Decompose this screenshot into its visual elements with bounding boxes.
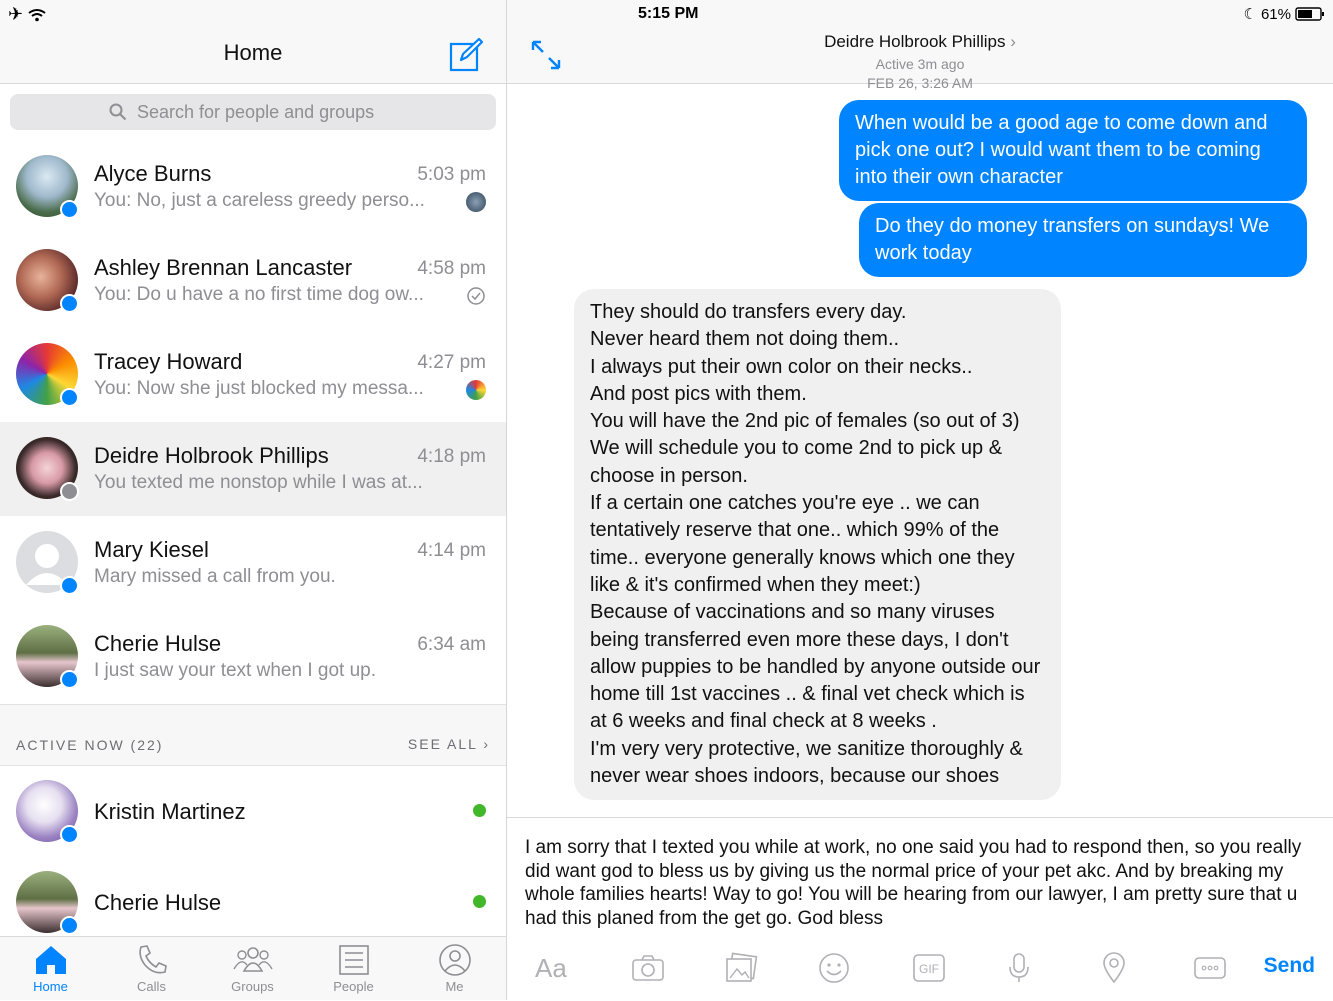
messenger-badge-icon — [60, 576, 79, 595]
more-icon — [1193, 956, 1227, 980]
conversation-row[interactable] — [0, 328, 506, 422]
text-format-button[interactable] — [535, 946, 567, 990]
tab-label: Calls — [137, 979, 166, 994]
conversation-snippet: Mary missed a call from you. — [94, 566, 336, 587]
profile-icon — [437, 943, 473, 977]
sent-check-icon — [466, 286, 486, 306]
moon-icon: ☾ — [1243, 6, 1257, 23]
conversation-name: Tracey Howard — [94, 349, 243, 374]
airplane-icon: ✈ — [8, 4, 24, 24]
avatar — [16, 249, 78, 311]
online-indicator-icon — [473, 895, 486, 908]
active-person-name: Cherie Hulse — [94, 890, 222, 915]
seen-avatar-icon — [466, 192, 486, 212]
tab-label: Me — [445, 979, 464, 994]
battery-status — [1244, 5, 1325, 23]
tab-label: Home — [33, 979, 68, 994]
seen-avatar-icon — [466, 380, 486, 400]
conversation-snippet: I just saw your text when I got up. — [94, 660, 376, 681]
conversation-list-pane — [0, 0, 507, 1000]
active-person-row[interactable] — [0, 766, 506, 858]
conversation-snippet: You: Now she just blocked my messa... — [94, 378, 424, 399]
thread-title-text: Deidre Holbrook Phillips — [824, 32, 1006, 51]
conversation-name: Alyce Burns — [94, 161, 212, 186]
tab-people[interactable] — [303, 937, 404, 1001]
smiley-icon — [818, 952, 850, 984]
conversation-name: Cherie Hulse — [94, 631, 222, 656]
conversation-time: 4:27 pm — [417, 352, 486, 373]
text-format-label: Aa — [535, 952, 567, 983]
gif-label: GIF — [919, 962, 939, 976]
message-composer — [507, 817, 1333, 1000]
conversation-time: 4:18 pm — [417, 446, 486, 467]
gallery-button[interactable] — [725, 946, 757, 990]
conversation-time: 5:03 pm — [417, 164, 486, 185]
search-input[interactable] — [137, 102, 397, 123]
avatar — [16, 155, 78, 217]
incoming-message: They should do transfers every day. Never heard them not doing them.. I always put their own color on their necks.. And post pics with them. You will have the 2nd pic of females (so out of 3) We will schedule you to come 2nd to pick up & choose in person. If a certain one catches you're eye .. we can tentatively reserve that one.. which 99% of the time.. everyone generally knows which one they like & it's confirmed when they meet:) Because of vaccinations and so many viruses being transferred even more these days, I don't allow puppies to be handled by anyone outside our home till 1st vaccines .. & final vet check which is at 6 weeks and final check at 8 weeks . I'm very very protective, we sanitize thoroughly & never wear shoes indoors, because our shoes — [574, 289, 1061, 800]
battery-icon — [1295, 7, 1325, 21]
composer-toolbar — [507, 946, 1333, 990]
messenger-badge-icon — [60, 200, 79, 219]
voice-button[interactable] — [1007, 946, 1031, 990]
people-list-icon — [336, 943, 372, 977]
tab-me[interactable] — [404, 937, 505, 1001]
conversation-list — [0, 140, 506, 704]
message-date-stamp: FEB 26, 3:26 AM — [867, 75, 973, 91]
tab-label: Groups — [231, 979, 274, 994]
gif-button[interactable] — [912, 946, 946, 990]
more-button[interactable] — [1193, 946, 1227, 990]
active-now-header — [0, 704, 506, 766]
tab-groups[interactable] — [202, 937, 303, 1001]
phone-icon — [134, 943, 170, 977]
gif-icon — [912, 953, 946, 983]
messenger-badge-icon — [60, 825, 79, 844]
left-header — [0, 0, 506, 84]
status-clock: 5:15 PM — [638, 5, 699, 22]
camera-icon — [631, 954, 665, 982]
conversation-time: 4:14 pm — [417, 540, 486, 561]
thread-title[interactable] — [507, 32, 1333, 52]
conversation-name: Mary Kiesel — [94, 537, 209, 562]
avatar — [16, 531, 78, 593]
avatar — [16, 343, 78, 405]
compose-icon[interactable] — [449, 38, 483, 72]
tab-calls[interactable] — [101, 937, 202, 1001]
facebook-badge-icon — [60, 482, 79, 501]
avatar — [16, 780, 78, 842]
wifi-icon — [28, 8, 46, 22]
chevron-right-icon: › — [483, 736, 490, 752]
location-pin-icon — [1102, 952, 1126, 984]
message-list — [507, 75, 1333, 817]
groups-icon — [231, 943, 275, 977]
messenger-badge-icon — [60, 670, 79, 689]
tab-bar — [0, 936, 506, 1000]
conversation-row[interactable] — [0, 140, 506, 234]
conversation-time: 4:58 pm — [417, 258, 486, 279]
outgoing-message: When would be a good age to come down and pick one out? I would want them to be coming into their own character — [839, 100, 1307, 201]
search-bar[interactable] — [10, 94, 496, 130]
conversation-row[interactable] — [0, 516, 506, 610]
conversation-row[interactable] — [0, 234, 506, 328]
conversation-name: Ashley Brennan Lancaster — [94, 255, 353, 280]
messenger-badge-icon — [60, 294, 79, 313]
messenger-badge-icon — [60, 388, 79, 407]
avatar — [16, 871, 78, 933]
online-indicator-icon — [473, 804, 486, 817]
chevron-right-icon: › — [1010, 32, 1016, 51]
send-button[interactable]: Send — [1263, 954, 1315, 977]
conversation-snippet: You: No, just a careless greedy perso... — [94, 190, 425, 211]
conversation-snippet: You texted me nonstop while I was at... — [94, 472, 423, 493]
message-input[interactable]: I am sorry that I texted you while at work, no one said you had to respond then, so you really did want god to bless us by giving us the normal price of your pet akc. And by breaking my whole families hearts! Way to go! You will be hearing from our lawyer, I am pretty sure that u had this planed from the get go. God bless — [525, 837, 1302, 929]
outgoing-message: Do they do money transfers on sundays! We work today — [859, 203, 1307, 277]
avatar — [16, 625, 78, 687]
conversation-row-selected[interactable] — [0, 422, 506, 516]
conversation-time: 6:34 am — [417, 634, 486, 655]
see-all-label: SEE ALL — [407, 736, 478, 752]
avatar — [16, 437, 78, 499]
tab-home[interactable] — [0, 937, 101, 1001]
thread-header — [507, 0, 1333, 84]
tab-label: People — [333, 979, 374, 994]
conversation-row[interactable] — [0, 610, 506, 704]
thread-pane — [507, 0, 1333, 1000]
thread-active-status: Active 3m ago — [875, 56, 965, 72]
status-icons — [8, 4, 46, 25]
see-all-button[interactable] — [408, 736, 490, 752]
home-icon — [33, 943, 69, 977]
conversation-name: Deidre Holbrook Phillips — [94, 443, 329, 468]
location-button[interactable] — [1102, 946, 1126, 990]
active-person-name: Kristin Martinez — [94, 799, 246, 824]
active-now-title: ACTIVE NOW (22) — [16, 737, 164, 753]
battery-percent: 61% — [1260, 5, 1291, 23]
conversation-snippet: You: Do u have a no first time dog ow... — [94, 284, 424, 305]
search-icon — [109, 103, 127, 121]
camera-button[interactable] — [631, 946, 665, 990]
photo-gallery-icon — [725, 953, 757, 983]
emoji-button[interactable] — [818, 946, 850, 990]
microphone-icon — [1007, 952, 1031, 984]
page-title: Home — [223, 40, 283, 65]
messenger-badge-icon — [60, 916, 79, 935]
